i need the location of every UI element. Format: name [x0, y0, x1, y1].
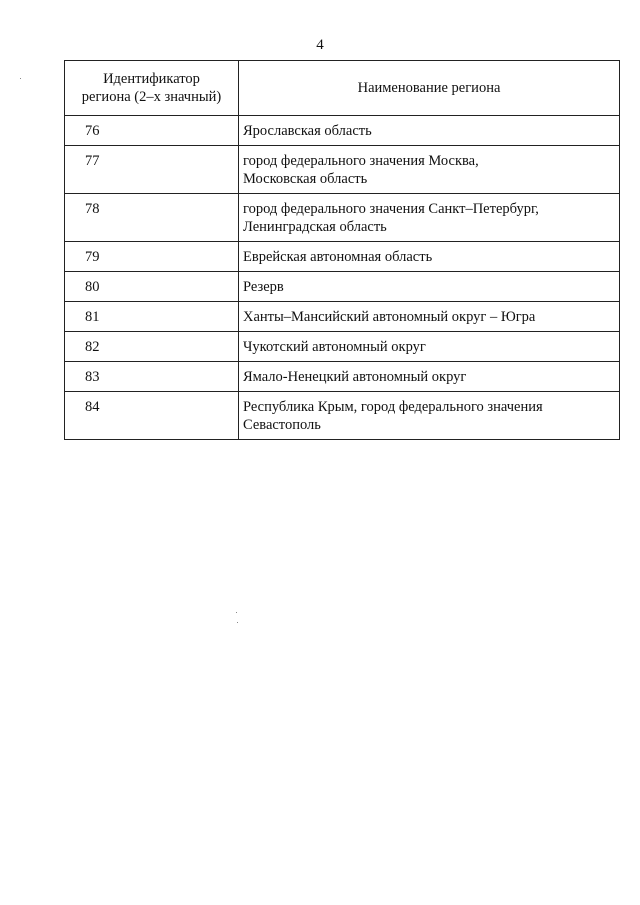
region-name-line: Ленинградская область	[243, 219, 387, 235]
region-id-cell: 83	[65, 362, 239, 392]
header-region-id	[65, 61, 239, 116]
region-name-line: Чукотский автономный округ	[243, 339, 426, 355]
table-row	[65, 302, 620, 332]
region-name-cell	[239, 194, 620, 242]
region-name-line: Севастополь	[243, 417, 321, 433]
table-row	[65, 272, 620, 302]
region-name-cell	[239, 302, 620, 332]
region-name-cell	[239, 362, 620, 392]
region-id-cell: 84	[65, 392, 239, 440]
region-name-cell	[239, 392, 620, 440]
table-row	[65, 362, 620, 392]
table-row	[65, 392, 620, 440]
region-name-line: Еврейская автономная область	[243, 249, 433, 265]
table-row	[65, 146, 620, 194]
scan-speck	[237, 622, 238, 623]
table-row	[65, 242, 620, 272]
region-name-cell	[239, 242, 620, 272]
region-name-line: Ханты–Мансийский автономный округ – Югра	[243, 309, 536, 325]
region-name-line: Республика Крым, город федерального значения	[243, 399, 543, 415]
header-id-line-1: Идентификатор	[103, 71, 200, 87]
page-number: 4	[316, 37, 324, 53]
region-id-cell: 78	[65, 194, 239, 242]
table-header-row	[65, 61, 620, 116]
region-name-cell	[239, 272, 620, 302]
region-name-cell	[239, 332, 620, 362]
region-name-line: Ямало-Ненецкий автономный округ	[243, 369, 467, 385]
region-id-cell: 76	[65, 116, 239, 146]
header-region-name: Наименование региона	[239, 61, 620, 116]
region-name-cell	[239, 146, 620, 194]
region-name-cell	[239, 116, 620, 146]
region-id-cell: 82	[65, 332, 239, 362]
region-id-cell: 80	[65, 272, 239, 302]
table-row	[65, 332, 620, 362]
scan-speck	[20, 78, 21, 79]
table-row	[65, 194, 620, 242]
regions-table	[64, 60, 620, 440]
header-id-line-2: региона (2–х значный)	[81, 89, 222, 105]
region-id-cell: 77	[65, 146, 239, 194]
region-name-line: город федерального значения Москва,	[243, 153, 479, 169]
region-name-line: Московская область	[243, 171, 368, 187]
region-name-line: Ярославская область	[243, 123, 372, 139]
region-id-cell: 79	[65, 242, 239, 272]
region-id-cell: 81	[65, 302, 239, 332]
table-row	[65, 116, 620, 146]
scan-speck	[236, 612, 237, 613]
region-name-line: город федерального значения Санкт–Петербург,	[243, 201, 539, 217]
region-name-line: Резерв	[243, 279, 284, 295]
